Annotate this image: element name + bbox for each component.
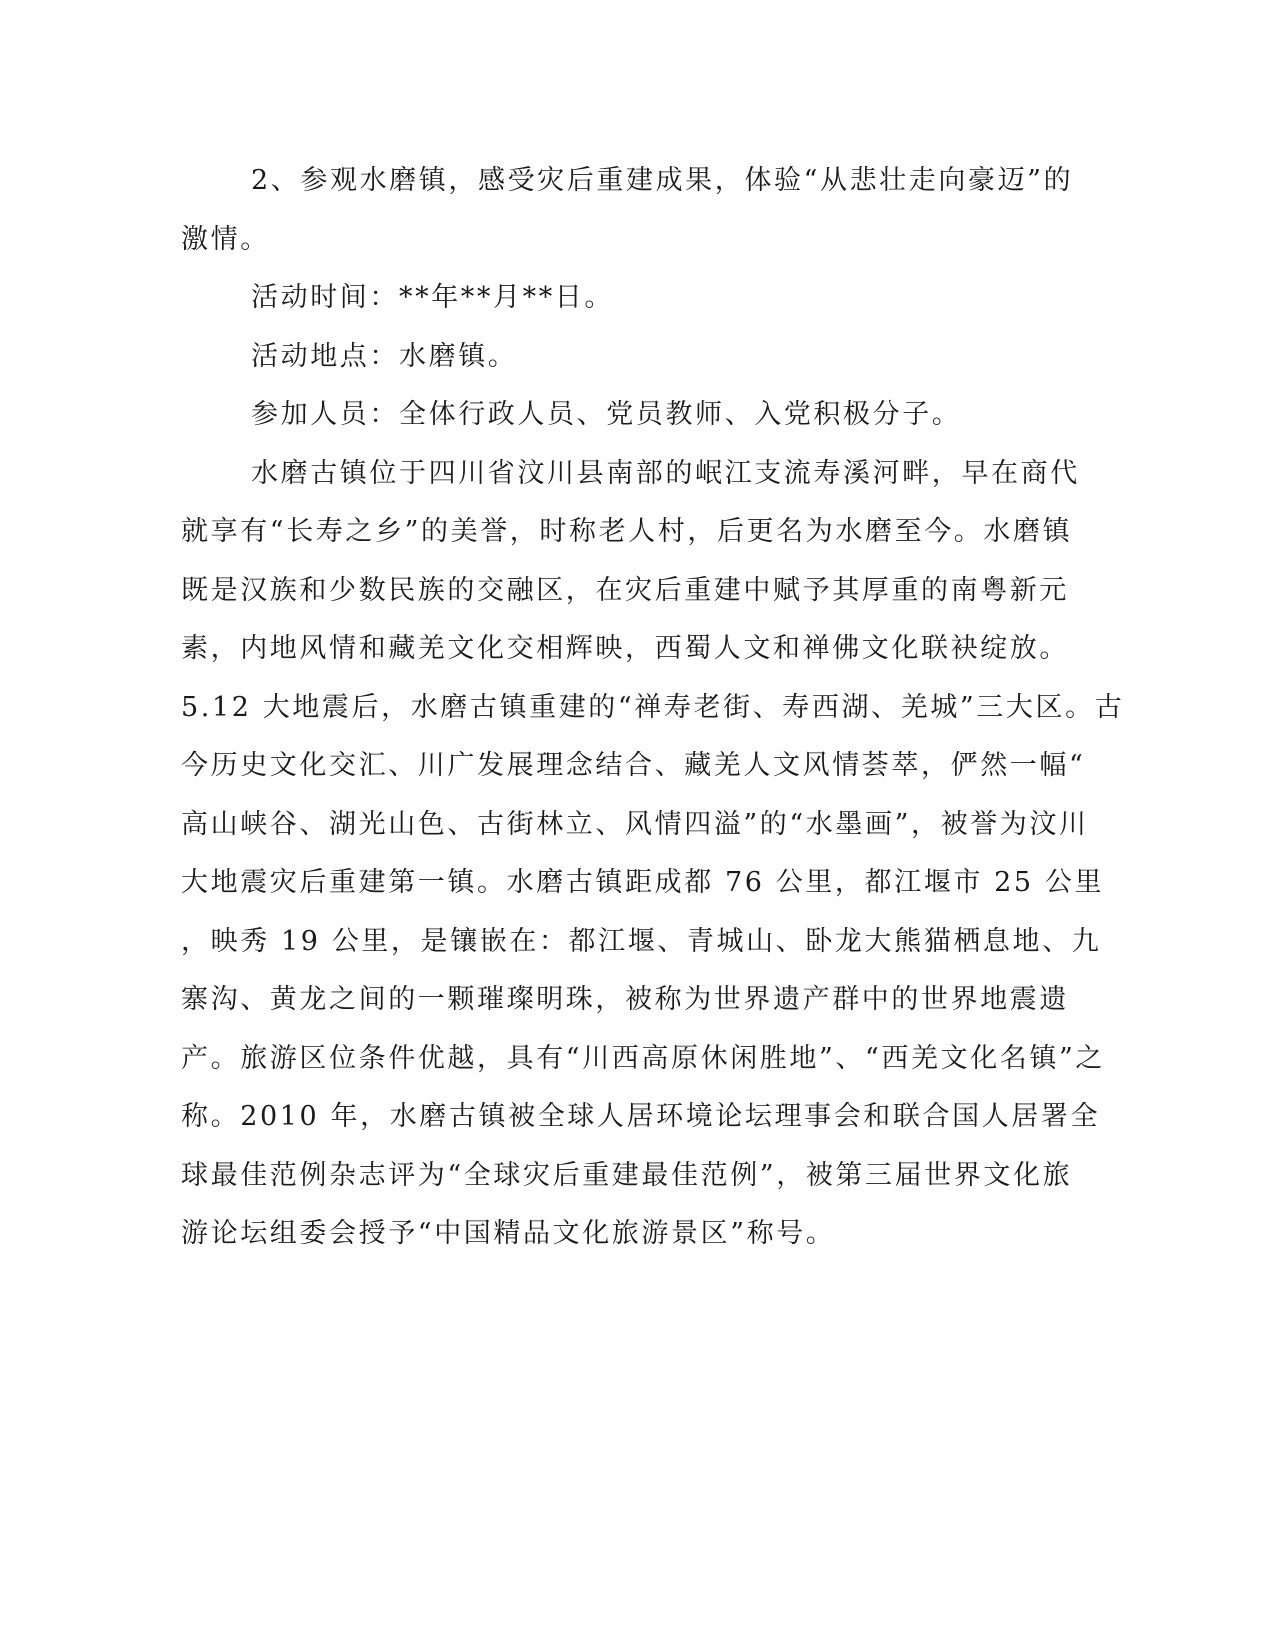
document-body	[181, 152, 1125, 1264]
text-line: 今历史文化交汇、川广发展理念结合、藏羌人文风情荟萃，俨然一幅“	[181, 750, 1086, 781]
text-line: 球最佳范例杂志评为“全球灾后重建最佳范例”，被第三届世界文化旅	[181, 1159, 1073, 1191]
text-line: 高山峡谷、湖光山色、古街林立、风情四溢”的“水墨画”，被誉为汶川	[181, 808, 1089, 840]
text-line: 水磨古镇位于四川省汶川县南部的岷江支流寿溪河畔，早在商代	[251, 457, 1080, 489]
text-line: 活动地点：水磨镇。	[251, 340, 518, 372]
text-line: 称。2010 年，水磨古镇被全球人居环境论坛理事会和联合国人居署全	[181, 1101, 1101, 1132]
text-line: 游论坛组委会授予“中国精品文化旅游景区”称号。	[181, 1218, 836, 1249]
text-line: 大地震灾后重建第一镇。水磨古镇距成都 76 公里，都江堰市 25 公里	[181, 867, 1105, 898]
text-line: 产。旅游区位条件优越，具有“川西高原休闲胜地”、“西羌文化名镇”之	[181, 1042, 1106, 1074]
text-line: 素，内地风情和藏羌文化交相辉映，西蜀人文和禅佛文化联袂绽放。	[181, 633, 1069, 664]
text-line: 寨沟、黄龙之间的一颗璀璨明珠，被称为世界遗产群中的世界地震遗	[181, 984, 1069, 1015]
text-line: 就享有“长寿之乡”的美誉，时称老人村，后更名为水磨至今。水磨镇	[181, 516, 1073, 547]
text-line: 既是汉族和少数民族的交融区，在灾后重建中赋予其厚重的南粤新元	[181, 574, 1069, 606]
text-line: 活动时间：**年**月**日。	[251, 282, 614, 313]
text-line: 2、参观水磨镇，感受灾后重建成果，体验“从悲壮走向豪迈”的	[251, 165, 1074, 196]
text-line: ，映秀 19 公里，是镶嵌在：都江堰、青城山、卧龙大熊猫栖息地、九	[181, 925, 1102, 957]
text-line: 激情。	[181, 223, 270, 255]
text-line: 5.12 大地震后，水磨古镇重建的“禅寿老街、寿西湖、羌城”三大区。古	[181, 691, 1125, 723]
text-line: 参加人员：全体行政人员、党员教师、入党积极分子。	[251, 399, 962, 430]
